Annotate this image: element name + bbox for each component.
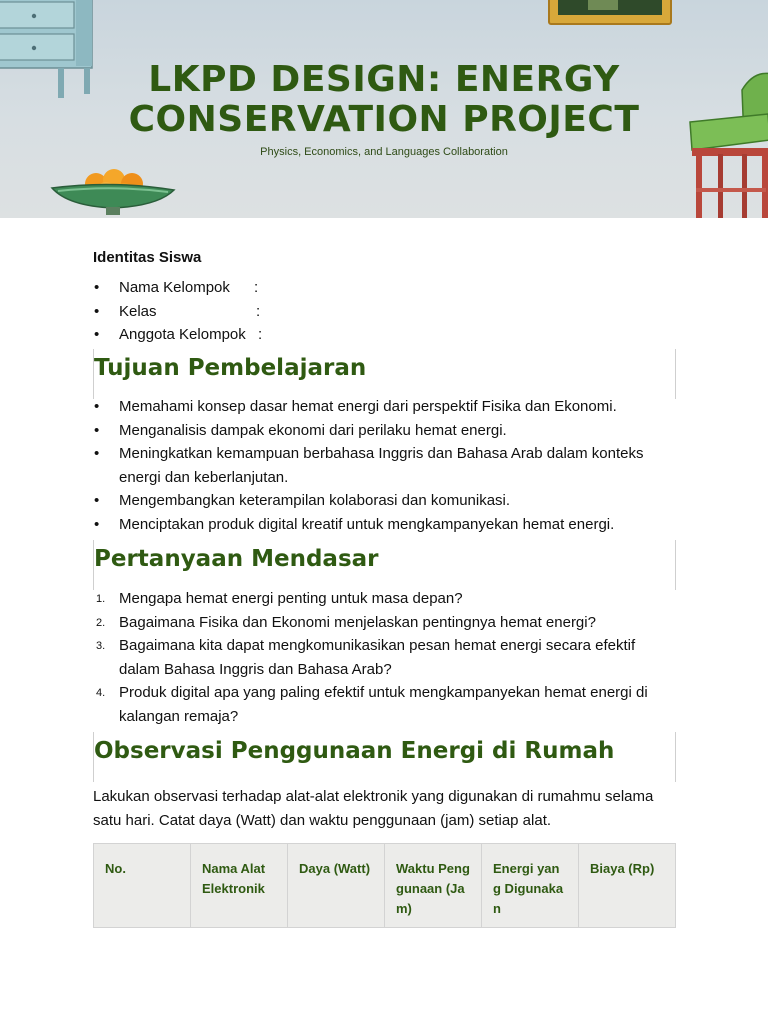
identity-field — [93, 300, 261, 324]
list-item-text: Produk digital apa yang paling efektif untuk mengkampanyekan hemat energi di kalangan remaja? — [119, 684, 648, 725]
list-item — [93, 611, 676, 635]
list-item-number: 4. — [96, 687, 106, 699]
identity-field-colon: : — [254, 279, 259, 296]
observation-table — [93, 843, 676, 928]
identity-field — [93, 276, 259, 300]
identity-field — [93, 323, 263, 347]
list-item-text: Mengapa hemat energi penting untuk masa depan? — [119, 590, 463, 607]
table-header-cell: Energi yang Digunakan — [482, 844, 579, 928]
painting-frame-illustration — [548, 0, 672, 26]
banner-title: LKPD DESIGN: ENERGY CONSERVATION PROJECT — [128, 59, 640, 140]
header-banner — [0, 0, 768, 218]
list-item: • Menciptakan produk digital kreatif untuk mengkampanyekan hemat energi. — [93, 513, 676, 537]
list-item-number: 1. — [96, 593, 106, 605]
list-item-number: 3. — [96, 640, 106, 652]
identity-field-colon: : — [258, 326, 263, 343]
fruit-bowl-illustration — [48, 166, 178, 218]
table-header-cell: Daya (Watt) — [288, 844, 385, 928]
list-item: • Menganalisis dampak ekonomi dari perilaku hemat energi. — [93, 419, 676, 443]
list-item-text: Bagaimana kita dapat mengkomunikasikan pesan hemat energi secara efektif dalam Bahasa Inggris dan Bahasa Arab? — [119, 637, 636, 678]
questions-heading: Pertanyaan Mendasar — [93, 540, 676, 590]
objectives-heading: Tujuan Pembelajaran — [93, 349, 676, 399]
banner-subtitle: Physics, Economics, and Languages Collaboration — [260, 146, 508, 158]
list-item — [93, 587, 676, 611]
identity-field-colon: : — [256, 302, 261, 320]
identity-heading: Identitas Siswa — [93, 249, 202, 266]
observation-heading: Observasi Penggunaan Energi di Rumah — [93, 732, 676, 782]
identity-field-label: Anggota Kelompok — [119, 326, 246, 343]
identity-field-label: Kelas — [119, 302, 157, 320]
table-header-cell: Biaya (Rp) — [579, 844, 676, 928]
identity-list — [93, 276, 263, 347]
list-item: • Mengembangkan keterampilan kolaborasi dan komunikasi. — [93, 489, 676, 513]
questions-list — [93, 587, 676, 728]
table-header-cell: Waktu Penggunaan (Jam) — [385, 844, 482, 928]
table-header-cell: No. — [94, 844, 191, 928]
list-item — [93, 681, 676, 728]
list-item: • Meningkatkan kemampuan berbahasa Inggris dan Bahasa Arab dalam konteks energi dan keberlanjutan. — [93, 442, 676, 489]
list-item: • Memahami konsep dasar hemat energi dari perspektif Fisika dan Ekonomi. — [93, 395, 676, 419]
identity-field-label: Nama Kelompok — [119, 279, 230, 296]
table-header-cell: Nama Alat Elektronik — [191, 844, 288, 928]
observation-intro: Lakukan observasi terhadap alat-alat elektronik yang digunakan di rumahmu selama satu hari. Catat daya (Watt) dan waktu penggunaan (jam) setiap alat. — [93, 788, 654, 829]
list-item-number: 2. — [96, 616, 106, 629]
list-item-text: Bagaimana Fisika dan Ekonomi menjelaskan pentingnya hemat energi? — [119, 613, 596, 631]
objectives-list — [93, 395, 676, 536]
list-item — [93, 634, 676, 681]
table-header-row — [94, 844, 676, 928]
